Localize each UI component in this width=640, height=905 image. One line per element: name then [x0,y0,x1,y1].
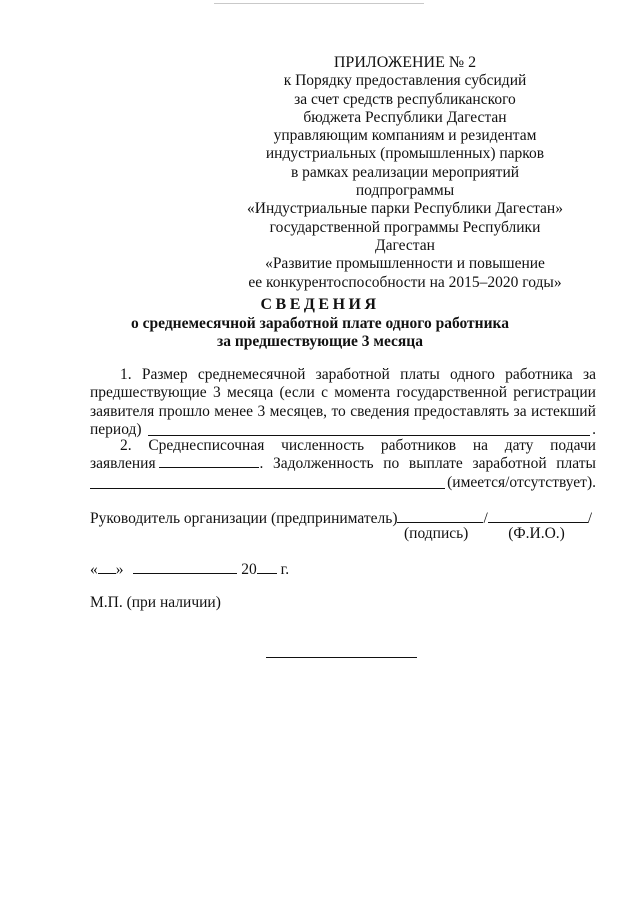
appendix-line: «Развитие промышленности и повышение [265,255,545,273]
application-label: заявления [90,455,156,473]
word: по [383,455,400,473]
item-1-line [90,366,596,384]
appendix-line: ее конкурентоспособности на 2015–2020 годы» [248,273,562,291]
name-blank[interactable] [488,510,588,523]
caption-signature: (подпись) [404,525,469,542]
word: за [582,366,596,383]
day-blank[interactable] [98,561,116,574]
signature-captions [404,525,565,543]
application-date-group [90,455,263,473]
period-end: . [592,421,596,439]
word: заработной [315,366,390,383]
word: прошло [158,402,210,420]
word: Среднесписочная [148,437,265,454]
year-blank[interactable] [257,561,277,574]
separator: / [587,510,593,527]
document-title [40,296,600,352]
period-label: период) [90,421,142,439]
word: (если [279,384,315,402]
quote-open: « [90,561,98,578]
end-rule [266,657,417,658]
appendix-header [240,54,570,292]
word: одного [449,366,495,383]
word: Размер [141,366,188,383]
word: работника [505,366,573,383]
word: то [331,402,346,420]
word: среднемесячной [197,366,306,383]
period-blank[interactable] [148,421,591,436]
signature-blank[interactable] [397,510,483,523]
word: 1. [120,366,132,383]
word: менее [214,402,254,420]
word: государственной [396,384,508,402]
appendix-line: управляющим компаниям и резидентам [273,127,537,145]
word: истекший [531,402,596,420]
appendix-heading: ПРИЛОЖЕНИЕ № 2 [333,54,477,71]
word: работников [380,437,457,454]
top-edge-rule [214,3,424,4]
appendix-line: индустриальных (промышленных) парков [265,145,545,163]
year-prefix: 20 [241,561,257,578]
word: за [513,402,527,420]
appendix-line: бюджета Республики Дагестан [303,108,507,126]
quote-close: » [115,561,124,578]
seal-note: М.П. (при наличии) [90,594,221,611]
item-2-line [90,455,596,473]
month-blank[interactable] [133,561,237,574]
item-1-line [90,384,596,402]
title-line: за предшествующие 3 месяца [217,333,423,350]
year-suffix: г. [280,561,290,578]
word: дату [504,437,534,454]
word: платы [556,455,596,473]
title-main: СВЕДЕНИЯ [260,296,380,313]
word: 3 [257,402,266,420]
word: сведения [350,402,410,420]
word: предшествующие [90,384,207,402]
word: с [321,384,328,402]
word: выплате [408,455,463,473]
caption-full-name: (Ф.И.О.) [508,525,565,542]
headcount-blank[interactable] [159,455,259,468]
headcount-end: . [259,455,264,473]
appendix-line: к Порядку предоставления субсидий [283,72,527,90]
word: момента [334,384,391,402]
debt-blank[interactable] [90,474,445,489]
debt-status-label: (имеется/отсутствует). [447,473,596,491]
word: месяца [226,384,274,402]
word: 3 [212,384,221,402]
item-2-paragraph [90,437,596,492]
appendix-line: за счет средств республиканского [294,90,516,108]
word: 2. [120,437,132,454]
word: на [472,437,488,454]
item-1-line [90,403,596,421]
item-2-line [90,474,596,492]
appendix-line: государственной программы Республики Дагестан [269,218,541,254]
word: регистрации [513,384,596,402]
signature-label: Руководитель организации (предприниматель) [90,510,398,527]
date-line [90,561,289,579]
word: заявителя [90,402,155,420]
title-line: о среднемесячной заработной плате одного работника [131,314,509,332]
word: Задолженность [272,455,374,473]
item-2-line [90,437,596,455]
word: подачи [550,437,596,454]
word: платы [400,366,440,383]
word: численность [281,437,365,454]
word: предоставлять [413,402,510,420]
word: заработной [472,455,547,473]
appendix-line: «Индустриальные парки Республики Дагестан» [247,200,563,218]
separator: / [483,510,488,527]
appendix-line: в рамках реализации мероприятий подпрограммы [290,163,520,200]
item-1-paragraph [90,366,596,440]
word: месяцев, [269,402,328,420]
